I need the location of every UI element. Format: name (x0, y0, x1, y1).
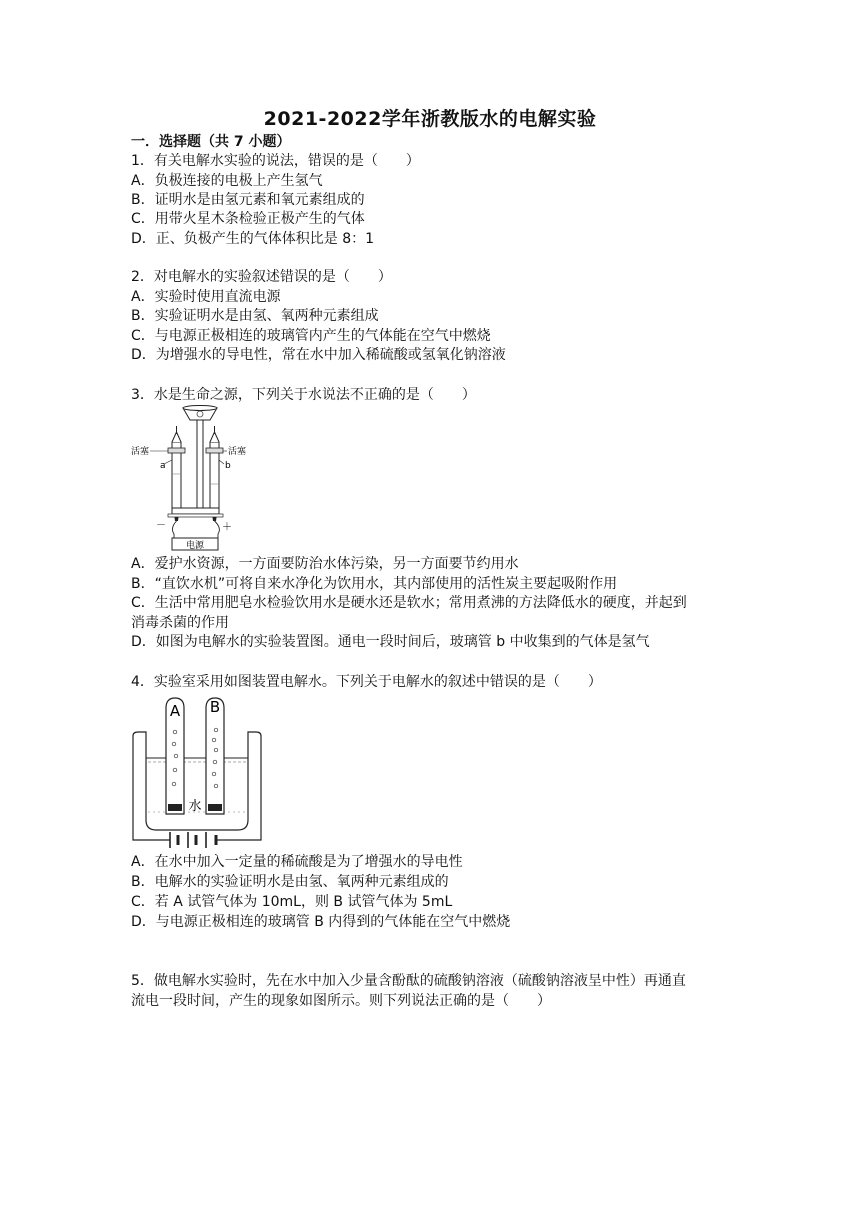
minus-sign: － (156, 520, 166, 531)
tube-b-label: b (225, 461, 231, 471)
question-1-option-c: C．用带火星木条检验正极产生的气体 (131, 211, 365, 227)
question-3-option-b: B．“直饮水机”可将自来水净化为饮用水，其内部使用的活性炭主要起吸附作用 (131, 576, 618, 592)
question-1-option-a: A．负极连接的电极上产生氢气 (131, 173, 323, 189)
question-3-stem: 3．水是生命之源，下列关于水说法不正确的是（ ） (131, 387, 476, 403)
question-2-option-d: D．为增强水的导电性，常在水中加入稀硫酸或氢氧化钠溶液 (131, 347, 506, 363)
question-1-stem: 1．有关电解水实验的说法，错误的是（ ） (131, 153, 420, 169)
question-5-stem-line-2: 流电一段时间，产生的现象如图所示。则下列说法正确的是（ ） (131, 993, 551, 1009)
electrolysis-apparatus-figure-q4 (130, 692, 265, 850)
question-2-option-c: C．与电源正极相连的玻璃管内产生的气体能在空气中燃烧 (131, 328, 491, 344)
electrolysis-apparatus-figure-q3 (130, 404, 260, 554)
section-heading: 一．选择题（共 7 小题） (131, 134, 291, 150)
question-4-option-d: D．与电源正极相连的玻璃管 B 内得到的气体能在空气中燃烧 (131, 914, 511, 930)
question-3-option-c-continued: 消毒杀菌的作用 (131, 615, 229, 631)
document-title: 2021-2022学年浙教版水的电解实验 (263, 108, 597, 130)
right-valve-label: 活塞 (228, 447, 247, 457)
question-3-option-a: A．爱护水资源，一方面要防治水体污染，另一方面要节约用水 (131, 556, 519, 572)
question-4-option-b: B．电解水的实验证明水是由氢、氧两种元素组成的 (131, 874, 449, 890)
question-5-stem-line-1: 5．做电解水实验时，先在水中加入少量含酚酞的硫酸钠溶液（硫酸钠溶液呈中性）再通直 (131, 973, 686, 989)
question-4-stem: 4．实验室采用如图装置电解水。下列关于电解水的叙述中错误的是（ ） (131, 674, 602, 690)
question-2-stem: 2．对电解水的实验叙述错误的是（ ） (131, 269, 392, 285)
plus-sign: ＋ (222, 522, 232, 533)
power-supply-label: 电源 (185, 541, 205, 551)
question-2-option-b: B．实验证明水是由氢、氧两种元素组成 (131, 308, 379, 324)
question-4-option-c: C．若 A 试管气体为 10mL，则 B 试管气体为 5mL (131, 894, 453, 910)
question-3-option-d: D．如图为电解水的实验装置图。通电一段时间后，玻璃管 b 中收集到的气体是氢气 (131, 634, 650, 650)
question-1-option-d: D．正、负极产生的气体体积比是 8：1 (131, 231, 375, 247)
question-4-option-a: A．在水中加入一定量的稀硫酸是为了增强水的导电性 (131, 854, 463, 870)
question-3-option-c: C．生活中常用肥皂水检验饮用水是硬水还是软水；常用煮沸的方法降低水的硬度，并起到 (131, 595, 687, 611)
tube-a-letter: A (169, 702, 181, 720)
left-valve-label: 活塞 (131, 447, 150, 457)
question-2-option-a: A．实验时使用直流电源 (131, 289, 281, 305)
tube-b-letter: B (209, 698, 221, 716)
water-label: 水 (188, 799, 202, 814)
tube-a-label: a (160, 461, 166, 471)
question-1-option-b: B．证明水是由氢元素和氧元素组成的 (131, 192, 365, 208)
